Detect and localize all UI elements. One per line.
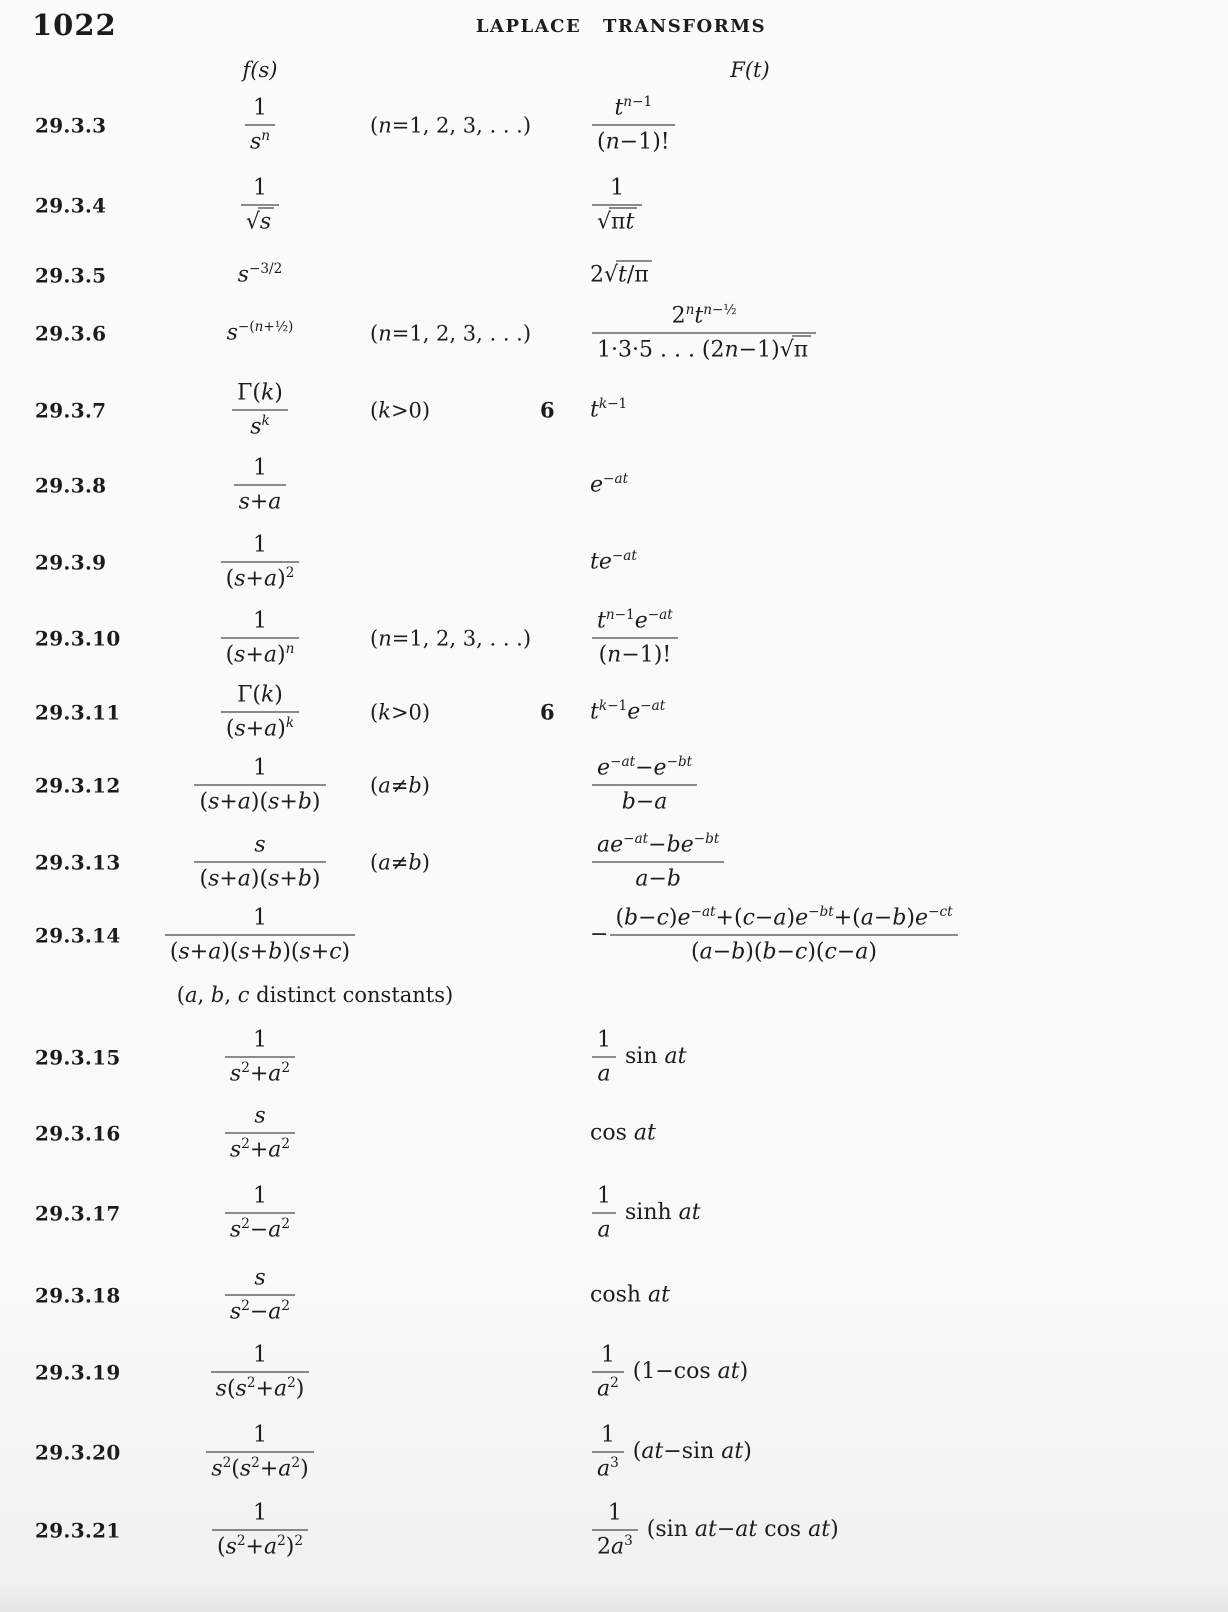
condition: (n=1, 2, 3, . . .) <box>370 113 532 137</box>
ft-formula: $\frac{1}{a}$ sin at <box>590 1027 1228 1088</box>
ft-formula: $2^nt^{n-\frac{1}{2}}$ 1·3·5 . . . (2n−1)√π <box>590 303 1228 364</box>
column-header-ft: F(t) <box>730 58 770 82</box>
fs-formula: $\frac{1}{s^2+a^2}$ <box>150 1027 370 1088</box>
chapter-ref: 6 <box>540 699 555 725</box>
table-row <box>0 455 1228 516</box>
ft-formula: 2√t/π <box>590 263 1228 288</box>
distinct-constants-note: (a, b, c distinct constants) <box>176 983 454 1007</box>
fs-formula: $\frac{\Gamma(k)}{s^k}$ <box>150 380 370 441</box>
ft-formula: $\frac{1}{√\pi t}$ <box>590 175 1228 236</box>
table-row <box>0 532 1228 593</box>
ft-formula: − $\frac{(b-c)e^{-at}+(c-a)e^{-bt}+(a-b)e^{-ct}}{(a-b)(b-c)(c-a)}$ <box>590 905 1228 966</box>
table-row <box>0 303 1228 364</box>
fs-formula: $s^{-(n+\frac{1}{2})}$ <box>226 319 294 346</box>
chapter-ref: 6 <box>540 397 555 423</box>
table-row <box>0 1027 1228 1088</box>
entry-number: 29.3.3 <box>35 113 107 137</box>
table-row <box>0 1265 1228 1326</box>
entry-number: 29.3.20 <box>35 1440 121 1464</box>
table-row <box>0 1500 1228 1561</box>
table-row <box>0 832 1228 893</box>
table-row <box>0 1422 1228 1483</box>
fs-formula: $s^{-3/2}$ <box>237 261 283 288</box>
entry-number: 29.3.21 <box>35 1518 121 1542</box>
fs-formula: $\frac{1}{(s+a)^2}$ <box>150 532 370 593</box>
fs-formula: $\frac{1}{(s+a)(s+b)(s+c)}$ <box>150 905 370 966</box>
ft-formula: $\frac{1}{a^2}$ (1−cos at) <box>590 1342 1228 1403</box>
ft-formula: $\frac{t^{n-1}e^{-at}}{(n-1)!}$ <box>590 608 1228 669</box>
fs-formula: $\frac{s}{s^2+a^2}$ <box>150 1103 370 1164</box>
ft-formula: cos at <box>590 1120 656 1146</box>
ft-formula: $\frac{1}{2a^3}$ (sin at−at cos at) <box>590 1500 1228 1561</box>
fs-formula: $\frac{1}{(s^2+a^2)^2}$ <box>150 1500 370 1561</box>
ft-formula: $\frac{1}{a}$ sinh at <box>590 1183 1228 1244</box>
entry-number: 29.3.5 <box>35 263 107 287</box>
fs-formula: $\frac{1}{s(s^2+a^2)}$ <box>150 1342 370 1403</box>
entry-number: 29.3.12 <box>35 773 121 797</box>
fs-formula: $\frac{s}{(s+a)(s+b)}$ <box>150 832 370 893</box>
entry-number: 29.3.14 <box>35 923 121 947</box>
ft-formula: $e^{-at}$ <box>590 471 629 498</box>
table-row <box>0 1342 1228 1403</box>
fs-formula: $\frac{1}{s^2(s^2+a^2)}$ <box>150 1422 370 1483</box>
condition: (k>0) <box>370 700 431 724</box>
column-header-fs: f(s) <box>242 58 278 82</box>
entry-number: 29.3.7 <box>35 398 107 422</box>
fs-formula: $\frac{1}{√s}$ <box>150 175 370 236</box>
table-row <box>0 608 1228 669</box>
entry-number: 29.3.16 <box>35 1121 121 1145</box>
table-row <box>0 1103 1228 1164</box>
entry-number: 29.3.11 <box>35 700 121 724</box>
entry-number: 29.3.9 <box>35 550 107 574</box>
table-row <box>0 905 1228 966</box>
entry-number: 29.3.6 <box>35 321 107 345</box>
table-row <box>0 263 1228 288</box>
ft-formula: $t^{k-1}e^{-at}$ <box>590 698 666 725</box>
page-number: 1022 <box>32 8 117 42</box>
entry-number: 29.3.13 <box>35 850 121 874</box>
fs-formula: $\frac{1}{(s+a)^n}$ <box>150 608 370 669</box>
entry-number: 29.3.19 <box>35 1360 121 1384</box>
ft-formula: $\frac{ae^{-at}-be^{-bt}}{a-b}$ <box>590 832 1228 893</box>
condition: (k>0) <box>370 398 431 422</box>
table-row <box>0 755 1228 816</box>
fs-formula: $\frac{\Gamma(k)}{(s+a)^k}$ <box>150 682 370 743</box>
ft-formula: cosh at <box>590 1282 670 1308</box>
entry-number: 29.3.4 <box>35 193 107 217</box>
entry-number: 29.3.8 <box>35 473 107 497</box>
table-row <box>0 380 1228 441</box>
fs-formula: $\frac{1}{s^n}$ <box>150 95 370 156</box>
table-row <box>0 682 1228 743</box>
condition: (a≠b) <box>370 850 430 874</box>
fs-formula: $\frac{1}{(s+a)(s+b)}$ <box>150 755 370 816</box>
table-row <box>0 175 1228 236</box>
table-row <box>0 1183 1228 1244</box>
entry-number: 29.3.15 <box>35 1045 121 1069</box>
fs-formula: $\frac{1}{s^2-a^2}$ <box>150 1183 370 1244</box>
ft-formula: $t^{k-1}$ <box>590 396 628 423</box>
entry-number: 29.3.17 <box>35 1201 121 1225</box>
condition: (n=1, 2, 3, . . .) <box>370 321 532 345</box>
ft-formula: $\frac{e^{-at}-e^{-bt}}{b-a}$ <box>590 755 1228 816</box>
fs-formula: $\frac{1}{s+a}$ <box>150 455 370 516</box>
entry-number: 29.3.18 <box>35 1283 121 1307</box>
condition: (n=1, 2, 3, . . .) <box>370 626 532 650</box>
fs-formula: $\frac{s}{s^2-a^2}$ <box>150 1265 370 1326</box>
ft-formula: $\frac{t^{n-1}}{(n-1)!}$ <box>590 95 1228 156</box>
entry-number: 29.3.10 <box>35 626 121 650</box>
ft-formula: $\frac{1}{a^3}$ (at−sin at) <box>590 1422 1228 1483</box>
ft-formula: $te^{-at}$ <box>590 548 637 575</box>
table-row <box>0 95 1228 156</box>
page-title: LAPLACE TRANSFORMS <box>475 16 767 37</box>
condition: (a≠b) <box>370 773 430 797</box>
